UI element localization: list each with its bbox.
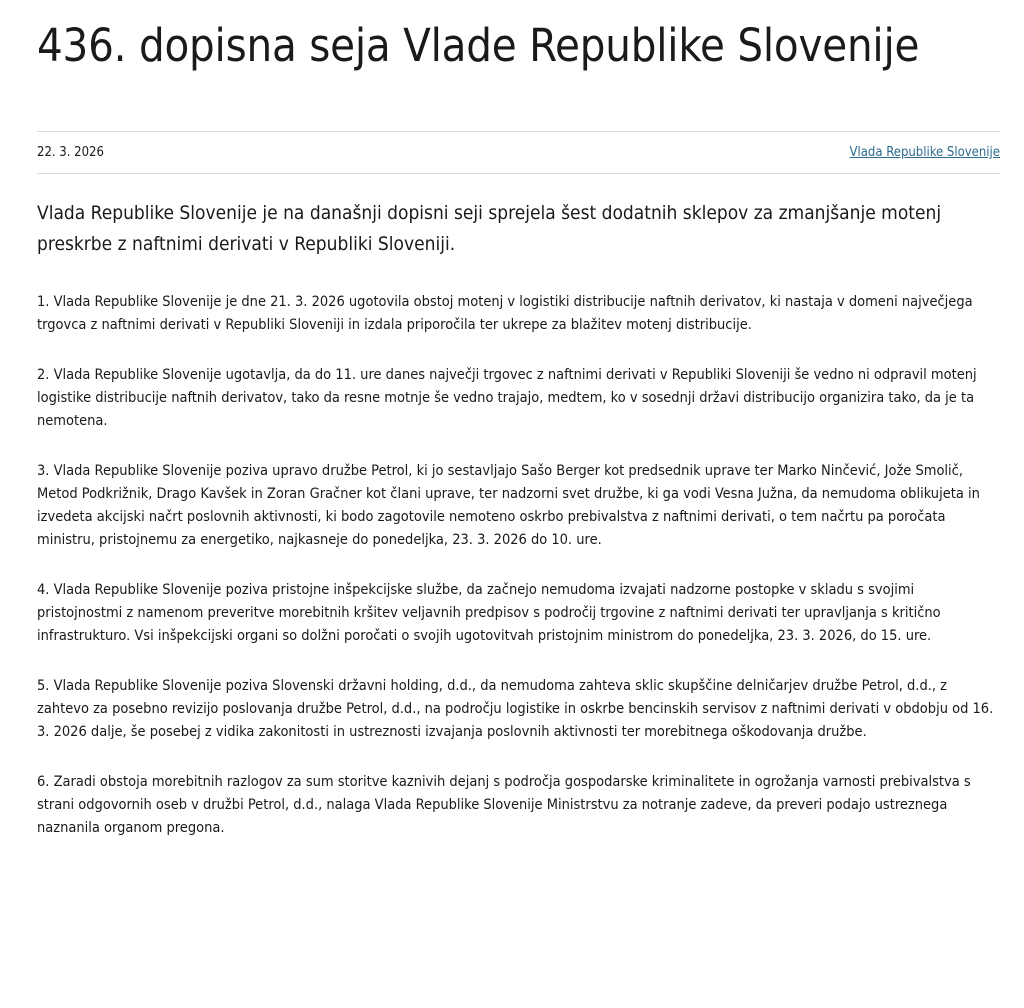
decision-item-2: 2. Vlada Republike Slovenije ugotavlja, da do 11. ure danes največji trgovec z naftnimi derivati v Republiki Sloveniji še vedno ni odpravil motenj logistike distribucije naftnih derivatov, tako da resne motnje še vedno trajajo, medtem, ko v sosednji državi distribucijo organizira tako, da je ta nemotena. (37, 367, 977, 429)
decision-list (37, 291, 1000, 867)
publication-date: 22. 3. 2026 (37, 145, 104, 160)
decision-item-3: 3. Vlada Republike Slovenije poziva upravo družbe Petrol, ki jo sestavljajo Sašo Berger kot predsednik uprave ter Marko Ninčević, Jože Smolič, Metod Podkrižnik, Drago Kavšek in Zoran Gračner kot člani uprave, ter nadzorni svet družbe, ki ga vodi Vesna Južna, da nemudoma oblikujeta in izvedeta akcijski načrt poslovnih aktivnosti, ki bodo zagotovile nemoteno oskrbo prebivalstva z naftnimi derivati, o tem načrtu pa poročata ministru, pristojnemu za energetiko, najkasneje do ponedeljka, 23. 3. 2026 do 10. ure. (37, 463, 980, 548)
decision-item-1: 1. Vlada Republike Slovenije je dne 21. 3. 2026 ugotovila obstoj motenj v logistiki distribucije naftnih derivatov, ki nastaja v domeni največjega trgovca z naftnimi derivati v Republiki Sloveniji in izdala priporočila ter ukrepe za blažitev motenj distribucije. (37, 294, 973, 333)
article-meta (37, 131, 1000, 174)
decision-item-6: 6. Zaradi obstoja morebitnih razlogov za sum storitve kaznivih dejanj s področja gospodarske kriminalitete in ogrožanja varnosti prebivalstva s strani odgovornih oseb v družbi Petrol, d.d., nalaga Vlada Republike Slovenije Ministrstvu za notranje zadeve, da preveri podajo ustreznega naznanila organom pregona. (37, 774, 971, 836)
decision-item-5: 5. Vlada Republike Slovenije poziva Slovenski državni holding, d.d., da nemudoma zahteva sklic skupščine delničarjev družbe Petrol, d.d., z zahtevo za posebno revizijo poslovanja družbe Petrol, d.d., na področju logistike in oskrbe bencinskih servisov z naftnimi derivati v obdobju od 16. 3. 2026 dalje, še posebej z vidika zakonitosti in ustreznosti izvajanja poslovnih aktivnosti ter morebitnega oškodovanja družbe. (37, 678, 994, 740)
lead-paragraph: Vlada Republike Slovenije je na današnji dopisni seji sprejela šest dodatnih sklepov za zmanjšanje motenj preskrbe z naftnimi derivati v Republiki Sloveniji. (37, 202, 942, 255)
source-link[interactable]: Vlada Republike Slovenije (849, 145, 1000, 160)
decision-item-4: 4. Vlada Republike Slovenije poziva pristojne inšpekcijske službe, da začnejo nemudoma izvajati nadzorne postopke v skladu s svojimi pristojnostmi z namenom preveritve morebitnih kršitev veljavnih predpisov s področij trgovine z naftnimi derivati ter upravljanja s kritično infrastrukturo. Vsi inšpekcijski organi so dolžni poročati o svojih ugotovitvah pristojnim ministrom do ponedeljka, 23. 3. 2026, do 15. ure. (37, 582, 941, 644)
page-title: 436. dopisna seja Vlade Republike Slovenije (37, 19, 920, 72)
